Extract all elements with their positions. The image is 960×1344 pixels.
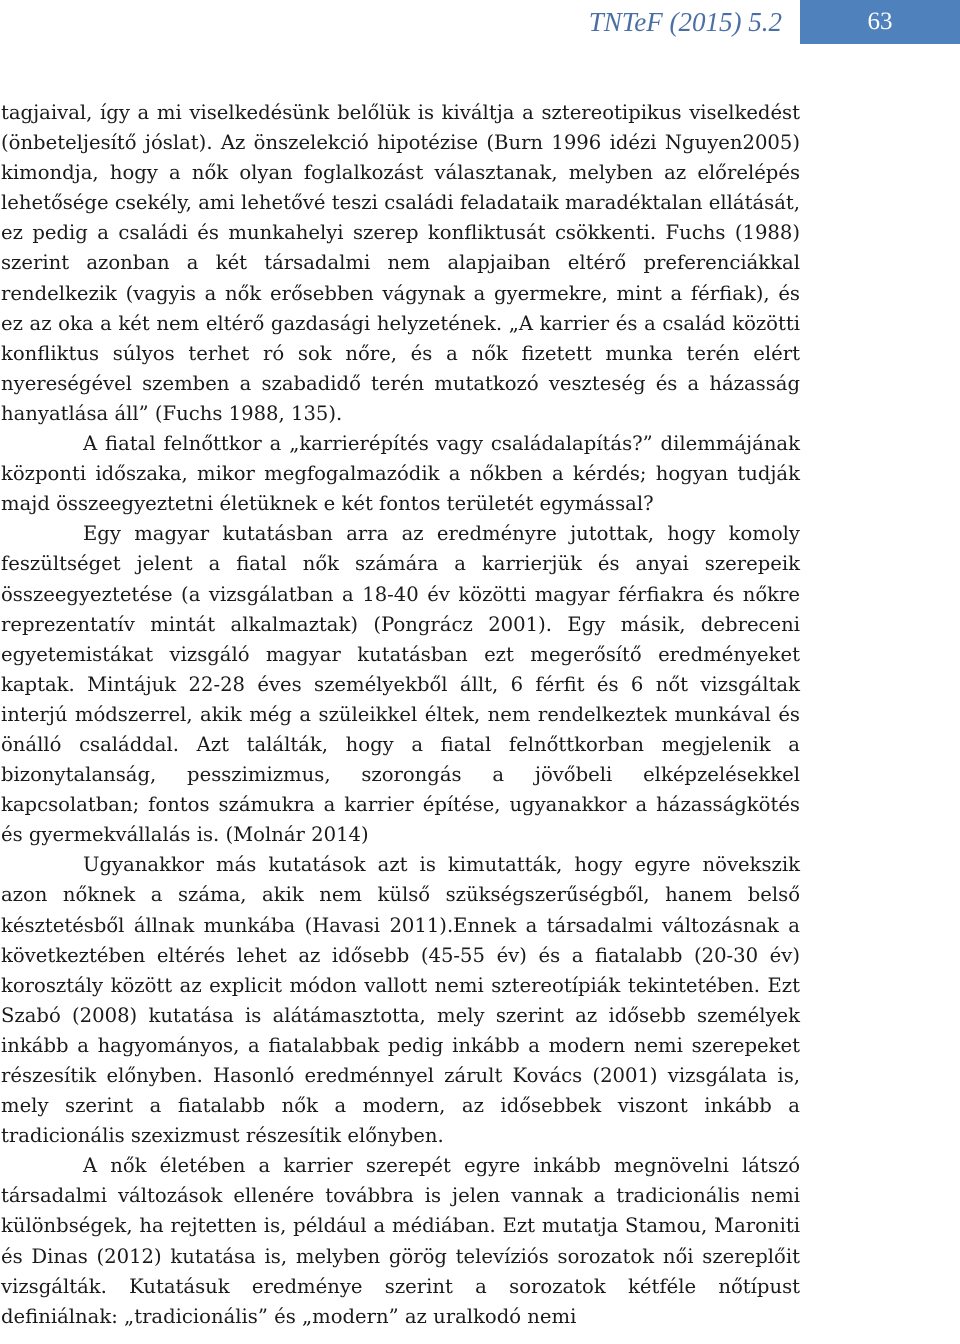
page-number-box <box>800 0 960 44</box>
paragraph-4: Ugyanakkor más kutatások azt is kimutatták, hogy egyre növekszik azon nőknek a száma, akik nem külső szükségszerűségből, hanem belső késztetésből állnak munkába (Havasi 2011).Ennek a társadalmi változásnak a következtében eltérés lehet az idősebb (45-55 év) és a fiatalabb (20-30 év) korosztály között az explicit módon vallott nemi sztereotípiák tekintetében. Ezt Szabó (2008) kutatása is alátámasztotta, mely szerint az idősebb személyek inkább a hagyományos, a fiatalabbak pedig inkább a modern nemi szerepeket részesítik előnyben. Hasonló eredménnyel zárult Kovács (2001) vizsgálata is, mely szerint a fiatalabb nők a modern, az idősebbek viszont inkább a tradicionális szexizmust részesítik előnyben. <box>1 853 800 1148</box>
paragraph-3: Egy magyar kutatásban arra az eredményre jutottak, hogy komoly feszültséget jelent a fiatal nők számára a karrierjük és anyai szerepeik összeegyeztetése (a vizsgálatban a 18-40 év közötti magyar férfiakra és nőkre reprezentatív mintát alkalmaztak) (Pongrácz 2001). Egy másik, debreceni egyetemistákat vizsgáló magyar kutatásban ezt megerősítő eredményeket kaptak. Mintájuk 22-28 éves személyekből állt, 6 férfit és 6 nőt vizsgáltak interjú módszerrel, akik még a szüleikkel éltek, nem rendelkeztek munkával és önálló családdal. Azt találták, hogy a fiatal felnőttkorban megjelenik a bizonytalanság, pesszimizmus, szorongás a jövőbeli elképzelésekkel kapcsolatban; fontos számukra a karrier építése, ugyanakkor a házasságkötés és gyermekvállalás is. (Molnár 2014) <box>1 522 800 847</box>
journal-citation: TNTeF (2015) 5.2 <box>588 7 782 37</box>
page-number: 63 <box>867 8 893 35</box>
paragraph-5: A nők életében a karrier szerepét egyre inkább megnövelni látszó társadalmi változások ellenére továbbra is jelen vannak a tradicionális nemi különbségek, ha rejtetten is, például a médiában. Ezt mutatja Stamou, Maroniti és Dinas (2012) kutatása is, melyben görög televíziós sorozatok női szereplőit vizsgálták. Kutatásuk eredménye szerint a sorozatok kétféle nőtípust definiálnak: „tradicionális” és „modern” az uralkodó nemi <box>1 1154 800 1328</box>
paragraph-2: A fiatal felnőttkor a „karrierépítés vagy családalapítás?” dilemmájának központi időszaka, mikor megfogalmazódik a nőkben a kérdés; hogyan tudják majd összeegyeztetni életüknek e két fontos területét egymással? <box>1 432 800 516</box>
body-text <box>1 98 800 1332</box>
paragraph-1: tagjaival, így a mi viselkedésünk belőlük is kiváltja a sztereotipikus viselkedést (önbeteljesítő jóslat). Az önszelekció hipotézise (Burn 1996 idézi Nguyen2005) kimondja, hogy a nők olyan foglalkozást választanak, melyben az előrelépés lehetősége csekély, ami lehetővé teszi családi feladataik maradéktalan ellátását, ez pedig a családi és munkahelyi szerep konfliktusát csökkenti. Fuchs (1988) szerint azonban a két társadalmi nem alapjaiban eltérő preferenciákkal rendelkezik (vagyis a nők erősebben vágynak a gyermekre, mint a férfiak), és ez az oka a két nem eltérő gazdasági helyzetének. „A karrier és a család közötti konfliktus súlyos terhet ró sok nőre, és a nők fizetett munka terén elért nyereségével szemben a szabadidő terén mutatkozó veszteség és a házasság hanyatlása áll” (Fuchs 1988, 135). <box>1 101 800 425</box>
page-header <box>0 0 960 44</box>
